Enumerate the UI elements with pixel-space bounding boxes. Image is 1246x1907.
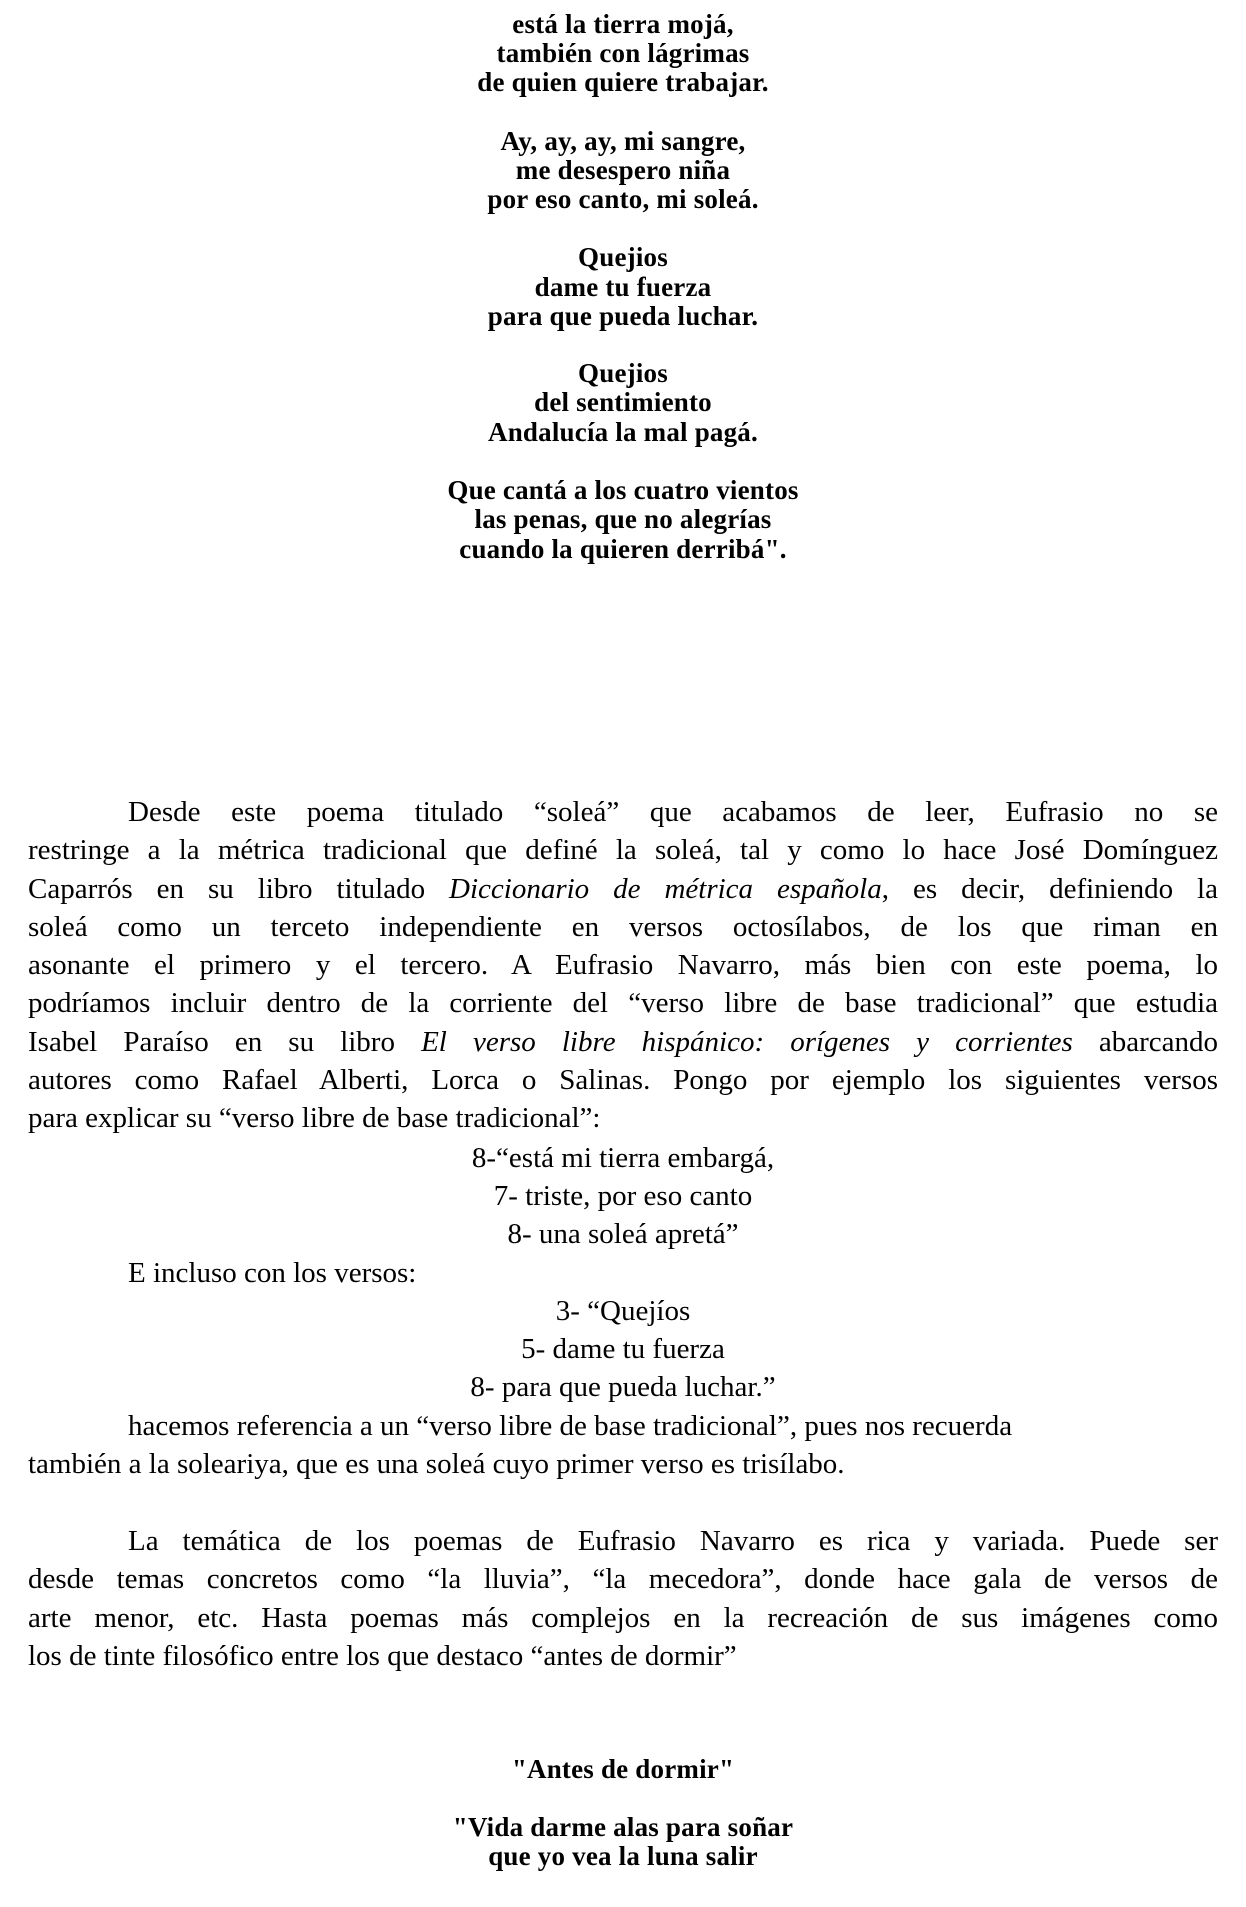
paragraph-line <box>28 870 1218 908</box>
text-run: Caparrós en su libro titulado <box>28 872 450 905</box>
poem-line: "Vida darme alas para soñar <box>452 1812 794 1842</box>
example-verse: 7- triste, por eso canto <box>493 1180 753 1212</box>
paragraph-line <box>28 1023 1218 1061</box>
poem-line: me desespero niña <box>515 155 731 185</box>
poem-line: está la tierra mojá, <box>512 9 734 39</box>
paragraph-line: podríamos incluir dentro de la corriente del “verso libre de base tradicional” que estudia <box>28 987 1218 1020</box>
book-title: El verso libre hispánico: orígenes y corrientes <box>421 1025 1073 1058</box>
poem-line: Que cantá a los cuatro vientos <box>447 475 799 505</box>
text-run: , es decir, definiendo la <box>881 872 1218 905</box>
example-intro: E incluso con los versos: <box>128 1257 417 1289</box>
poem-line: Andalucía la mal pagá. <box>488 417 758 447</box>
book-title: Diccionario de métrica española <box>449 872 882 905</box>
body-paragraph <box>28 793 1218 1138</box>
poem-line: también con lágrimas <box>496 38 750 68</box>
example-verse: 8-“está mi tierra embargá, <box>471 1142 775 1174</box>
paragraph-line: restringe a la métrica tradicional que definé la soleá, tal y como lo hace José Domínguez <box>28 834 1218 867</box>
example-verse: 8- para que pueda luchar.” <box>470 1371 776 1403</box>
paragraph-line: asonante el primero y el tercero. A Eufrasio Navarro, más bien con este poema, lo <box>28 949 1218 982</box>
poem-line: Quejios <box>578 358 668 388</box>
example-verse: 3- “Quejíos <box>555 1295 691 1327</box>
poem-line: que yo vea la luna salir <box>488 1841 758 1871</box>
text-run: abarcando <box>1072 1025 1218 1058</box>
paragraph-line: Desde este poema titulado “soleá” que acabamos de leer, Eufrasio no se <box>128 796 1218 828</box>
poem-line: las penas, que no alegrías <box>474 504 772 534</box>
paragraph-line: para explicar su “verso libre de base tradicional”: <box>28 1102 601 1135</box>
poem-title: "Antes de dormir" <box>511 1754 735 1784</box>
poem-line: cuando la quieren derribá". <box>459 534 787 564</box>
paragraph-line: hacemos referencia a un “verso libre de base tradicional”, pues nos recuerda <box>128 1410 1013 1442</box>
paragraph-line: desde temas concretos como “la lluvia”, “la mecedora”, donde hace gala de versos de <box>28 1563 1218 1596</box>
poem-line: del sentimiento <box>534 387 712 417</box>
paragraph-line: autores como Rafael Alberti, Lorca o Salinas. Pongo por ejemplo los siguientes versos <box>28 1064 1218 1097</box>
paragraph-line: arte menor, etc. Hasta poemas más complejos en la recreación de sus imágenes como <box>28 1601 1218 1634</box>
poem-line: Quejios <box>578 242 668 272</box>
example-verse: 8- una soleá apretá” <box>507 1218 739 1250</box>
paragraph-line: también a la soleariya, que es una soleá cuyo primer verso es trisílabo. <box>28 1448 845 1480</box>
paragraph-line: soleá como un terceto independiente en versos octosílabos, de los que riman en <box>28 910 1218 943</box>
paragraph-line: los de tinte filosófico entre los que destaco “antes de dormir” <box>28 1639 737 1672</box>
text-run: Isabel Paraíso en su libro <box>28 1025 422 1058</box>
paragraph-line: La temática de los poemas de Eufrasio Navarro es rica y variada. Puede ser <box>128 1525 1218 1557</box>
poem-line: para que pueda luchar. <box>487 301 759 331</box>
poem-line: por eso canto, mi soleá. <box>487 184 759 214</box>
body-paragraph <box>28 1522 1218 1675</box>
poem-line: Ay, ay, ay, mi sangre, <box>500 126 746 156</box>
poem-line: dame tu fuerza <box>534 272 712 302</box>
example-verse: 5- dame tu fuerza <box>521 1333 725 1365</box>
poem-line: de quien quiere trabajar. <box>477 67 769 97</box>
